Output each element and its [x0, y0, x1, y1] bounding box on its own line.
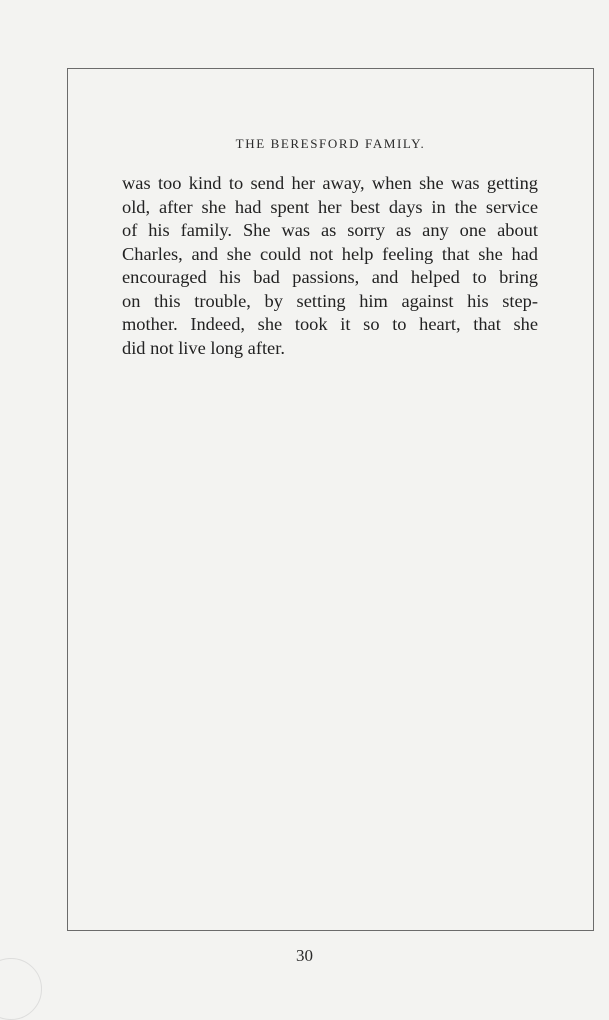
text-line-4: Charles, and she could not help feeling that she had [122, 243, 538, 264]
text-line-3: of his family. She was as sorry as any one about [122, 220, 538, 240]
text-line-8: did not live long after. [122, 337, 285, 358]
text-line-7: mother. Indeed, she took it so to heart, that she [122, 314, 538, 334]
text-line-2: old, after she had spent her best days in the service [122, 196, 538, 217]
body-paragraph [122, 172, 538, 360]
text-line-1: was too kind to send her away, when she was getting [122, 173, 538, 193]
page-curl-shadow [0, 958, 42, 1020]
page-number: 30 [296, 946, 313, 965]
running-head: THE BERESFORD FAMILY. [235, 136, 426, 151]
text-line-6: on this trouble, by setting him against his step- [122, 290, 538, 311]
text-line-5: encouraged his bad passions, and helped to bring [122, 267, 538, 287]
